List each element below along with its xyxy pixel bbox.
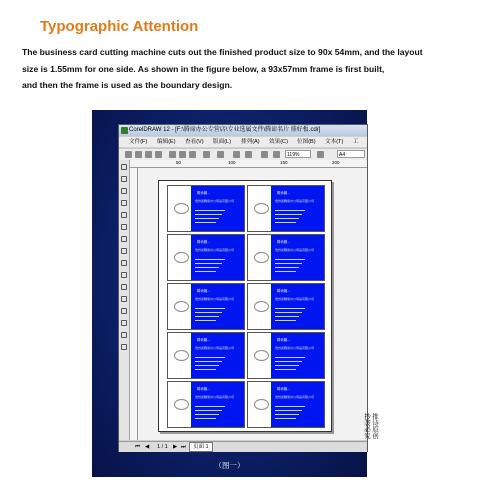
card-text-line <box>195 267 219 268</box>
rectangle-tool-icon[interactable] <box>121 236 127 242</box>
business-card[interactable] <box>247 234 325 281</box>
interactive-fill-tool-icon[interactable] <box>121 344 127 350</box>
card-text-line <box>275 410 302 411</box>
menu-item-tools[interactable]: 工 <box>353 139 359 145</box>
business-card[interactable] <box>167 234 245 281</box>
business-card[interactable] <box>247 185 325 232</box>
card-title: 腾谛罐... <box>277 338 290 342</box>
menu-item-arrange[interactable]: 排列(A) <box>241 139 260 145</box>
card-logo-icon <box>174 252 189 263</box>
menu-item-text[interactable]: 文本(T) <box>325 139 344 145</box>
card-text-line <box>275 414 299 415</box>
card-text-line <box>275 263 302 264</box>
description-line: size is 1.55mm for one side. As shown in the figure below, a 93x57mm frame is first built, <box>22 63 385 74</box>
card-blue-panel <box>191 284 244 329</box>
card-text-line <box>195 410 222 411</box>
card-text-line <box>195 316 219 317</box>
card-title: 腾谛罐... <box>277 387 290 391</box>
zoom-tool-icon[interactable] <box>121 200 127 206</box>
toolbox <box>119 160 130 440</box>
smart-fill-tool-icon[interactable] <box>121 224 127 230</box>
card-text-line <box>195 214 222 215</box>
card-text-line <box>195 361 222 362</box>
window-title: CorelDRAW 12 - [F:\腾谛办公专营店\专业选属文件\腾谛名片 排好板.cdr] <box>129 127 321 133</box>
ruler-tick: 150 <box>280 160 288 165</box>
cut-icon[interactable] <box>169 151 176 158</box>
card-text-line <box>195 418 216 419</box>
card-text-line <box>275 259 305 260</box>
card-title: 腾谛罐... <box>277 191 290 195</box>
card-text-line <box>275 312 302 313</box>
options-icon[interactable] <box>317 151 324 158</box>
card-blue-panel <box>271 284 324 329</box>
launcher-icon[interactable] <box>261 151 268 158</box>
card-text-line <box>195 406 225 407</box>
card-blue-panel <box>191 235 244 280</box>
vertical-ruler <box>130 168 138 440</box>
outline-tool-icon[interactable] <box>121 320 127 326</box>
card-title: 腾谛罐... <box>197 387 210 391</box>
ruler-tick: 50 <box>176 160 182 165</box>
print-icon[interactable] <box>155 151 162 158</box>
title-bar <box>119 125 367 136</box>
card-text-line <box>275 267 299 268</box>
page <box>158 180 332 432</box>
card-text-line <box>275 361 302 362</box>
menu-item-bitmaps[interactable]: 位图(B) <box>297 139 316 145</box>
card-blue-panel <box>271 186 324 231</box>
card-blue-panel <box>191 186 244 231</box>
card-company: 贵州省腾谛办公用品有限公司 <box>195 199 235 203</box>
business-card[interactable] <box>167 332 245 379</box>
description-line: and then the frame is used as the boundary design. <box>22 80 233 90</box>
card-text-line <box>275 271 296 272</box>
business-card[interactable] <box>247 283 325 330</box>
card-text-line <box>195 357 225 358</box>
card-logo-icon <box>174 399 189 410</box>
card-text-line <box>275 320 296 321</box>
card-text-line <box>195 414 219 415</box>
card-blue-panel <box>271 382 324 427</box>
import-icon[interactable] <box>233 151 240 158</box>
card-text-line <box>195 365 219 366</box>
watermark-text: 推诗原创 抄袭必究 <box>363 413 378 439</box>
card-logo-icon <box>254 203 269 214</box>
card-title: 腾谛罐... <box>197 191 210 195</box>
card-text-line <box>275 369 296 370</box>
first-page-icon[interactable]: ⏮ <box>135 444 140 450</box>
prev-page-icon[interactable]: ◀ <box>145 444 150 450</box>
drawing-canvas[interactable] <box>138 168 378 440</box>
card-text-line <box>275 406 305 407</box>
card-text-line <box>195 320 216 321</box>
card-company: 贵州省腾谛办公用品有限公司 <box>195 395 235 399</box>
app-icon <box>121 127 128 134</box>
card-text-line <box>275 365 299 366</box>
card-text-line <box>275 418 296 419</box>
card-text-line <box>275 308 305 309</box>
card-text-line <box>275 222 296 223</box>
card-text-line <box>275 218 299 219</box>
business-card[interactable] <box>167 381 245 428</box>
card-text-line <box>195 210 225 211</box>
card-text-line <box>195 271 216 272</box>
card-blue-panel <box>271 333 324 378</box>
card-company: 贵州省腾谛办公用品有限公司 <box>275 248 315 252</box>
interactive-blend-tool-icon[interactable] <box>121 296 127 302</box>
menu-item-effects[interactable]: 效果(C) <box>269 139 288 145</box>
card-title: 腾谛罐... <box>277 240 290 244</box>
card-company: 贵州省腾谛办公用品有限公司 <box>275 346 315 350</box>
card-text-line <box>275 214 302 215</box>
page-counter: 1 / 1 <box>157 444 168 450</box>
paper-size-select[interactable]: A4 <box>337 150 365 158</box>
export-icon[interactable] <box>245 151 252 158</box>
menu-item-layout[interactable]: 版面(L) <box>213 139 232 145</box>
pick-tool-icon[interactable] <box>121 164 127 170</box>
card-company: 贵州省腾谛办公用品有限公司 <box>195 248 235 252</box>
card-logo-icon <box>174 301 189 312</box>
menu-item-view[interactable]: 查看(V) <box>185 139 204 145</box>
card-text-line <box>195 218 219 219</box>
figure-caption: （图一） <box>214 461 245 470</box>
card-company: 贵州省腾谛办公用品有限公司 <box>195 297 235 301</box>
ruler-tick: 100 <box>228 160 236 165</box>
description-line: The business card cutting machine cuts out the finished product size to 90x 54mm, and the layout <box>22 47 423 57</box>
card-logo-icon <box>254 252 269 263</box>
figure-caption-wrap <box>92 455 367 475</box>
card-logo-icon <box>254 350 269 361</box>
menu-item-edit[interactable]: 编辑(E) <box>157 139 176 145</box>
ellipse-tool-icon[interactable] <box>121 248 127 254</box>
save-icon[interactable] <box>145 151 152 158</box>
help-icon[interactable] <box>273 151 280 158</box>
coreldraw-window <box>118 124 378 452</box>
card-logo-icon <box>254 301 269 312</box>
card-title: 腾谛罐... <box>197 338 210 342</box>
freehand-tool-icon[interactable] <box>121 212 127 218</box>
card-company: 贵州省腾谛办公用品有限公司 <box>275 395 315 399</box>
undo-icon[interactable] <box>203 151 210 158</box>
card-logo-icon <box>174 203 189 214</box>
card-logo-icon <box>254 399 269 410</box>
eyedropper-tool-icon[interactable] <box>121 308 127 314</box>
polygon-tool-icon[interactable] <box>121 260 127 266</box>
paste-icon[interactable] <box>189 151 196 158</box>
card-text-line <box>275 316 299 317</box>
card-company: 贵州省腾谛办公用品有限公司 <box>275 297 315 301</box>
card-blue-panel <box>271 235 324 280</box>
new-icon[interactable] <box>125 151 132 158</box>
card-blue-panel <box>191 382 244 427</box>
copy-icon[interactable] <box>179 151 186 158</box>
card-text-line <box>275 357 305 358</box>
card-logo-icon <box>174 350 189 361</box>
horizontal-ruler <box>130 160 367 168</box>
shape-tool-icon[interactable] <box>121 176 127 182</box>
card-text-line <box>195 308 225 309</box>
business-card[interactable] <box>247 332 325 379</box>
business-card[interactable] <box>167 185 245 232</box>
last-page-icon[interactable]: ⏭ <box>181 444 186 450</box>
menu-item-file[interactable]: 文件(F) <box>129 139 148 145</box>
card-title: 腾谛罐... <box>197 240 210 244</box>
status-bar <box>119 441 367 452</box>
crop-tool-icon[interactable] <box>121 188 127 194</box>
open-icon[interactable] <box>135 151 142 158</box>
card-title: 腾谛罐... <box>197 289 210 293</box>
card-company: 贵州省腾谛办公用品有限公司 <box>195 346 235 350</box>
text-tool-icon[interactable] <box>121 284 127 290</box>
ruler-tick: 200 <box>332 160 340 165</box>
heading: Typographic Attention <box>40 18 199 35</box>
card-text-line <box>195 259 225 260</box>
basic-shapes-tool-icon[interactable] <box>121 272 127 278</box>
card-text-line <box>195 222 216 223</box>
menu-bar <box>119 137 367 147</box>
business-card[interactable] <box>167 283 245 330</box>
page-tab[interactable]: 页面 1 <box>189 442 213 452</box>
card-blue-panel <box>191 333 244 378</box>
card-text-line <box>195 312 222 313</box>
next-page-icon[interactable]: ▶ <box>173 444 178 450</box>
card-text-line <box>195 369 216 370</box>
card-title: 腾谛罐... <box>277 289 290 293</box>
description <box>22 44 467 94</box>
business-card[interactable] <box>247 381 325 428</box>
fill-tool-icon[interactable] <box>121 332 127 338</box>
zoom-select[interactable]: 119% <box>285 150 311 158</box>
card-company: 贵州省腾谛办公用品有限公司 <box>275 199 315 203</box>
card-text-line <box>195 263 222 264</box>
card-text-line <box>275 210 305 211</box>
redo-icon[interactable] <box>217 151 224 158</box>
